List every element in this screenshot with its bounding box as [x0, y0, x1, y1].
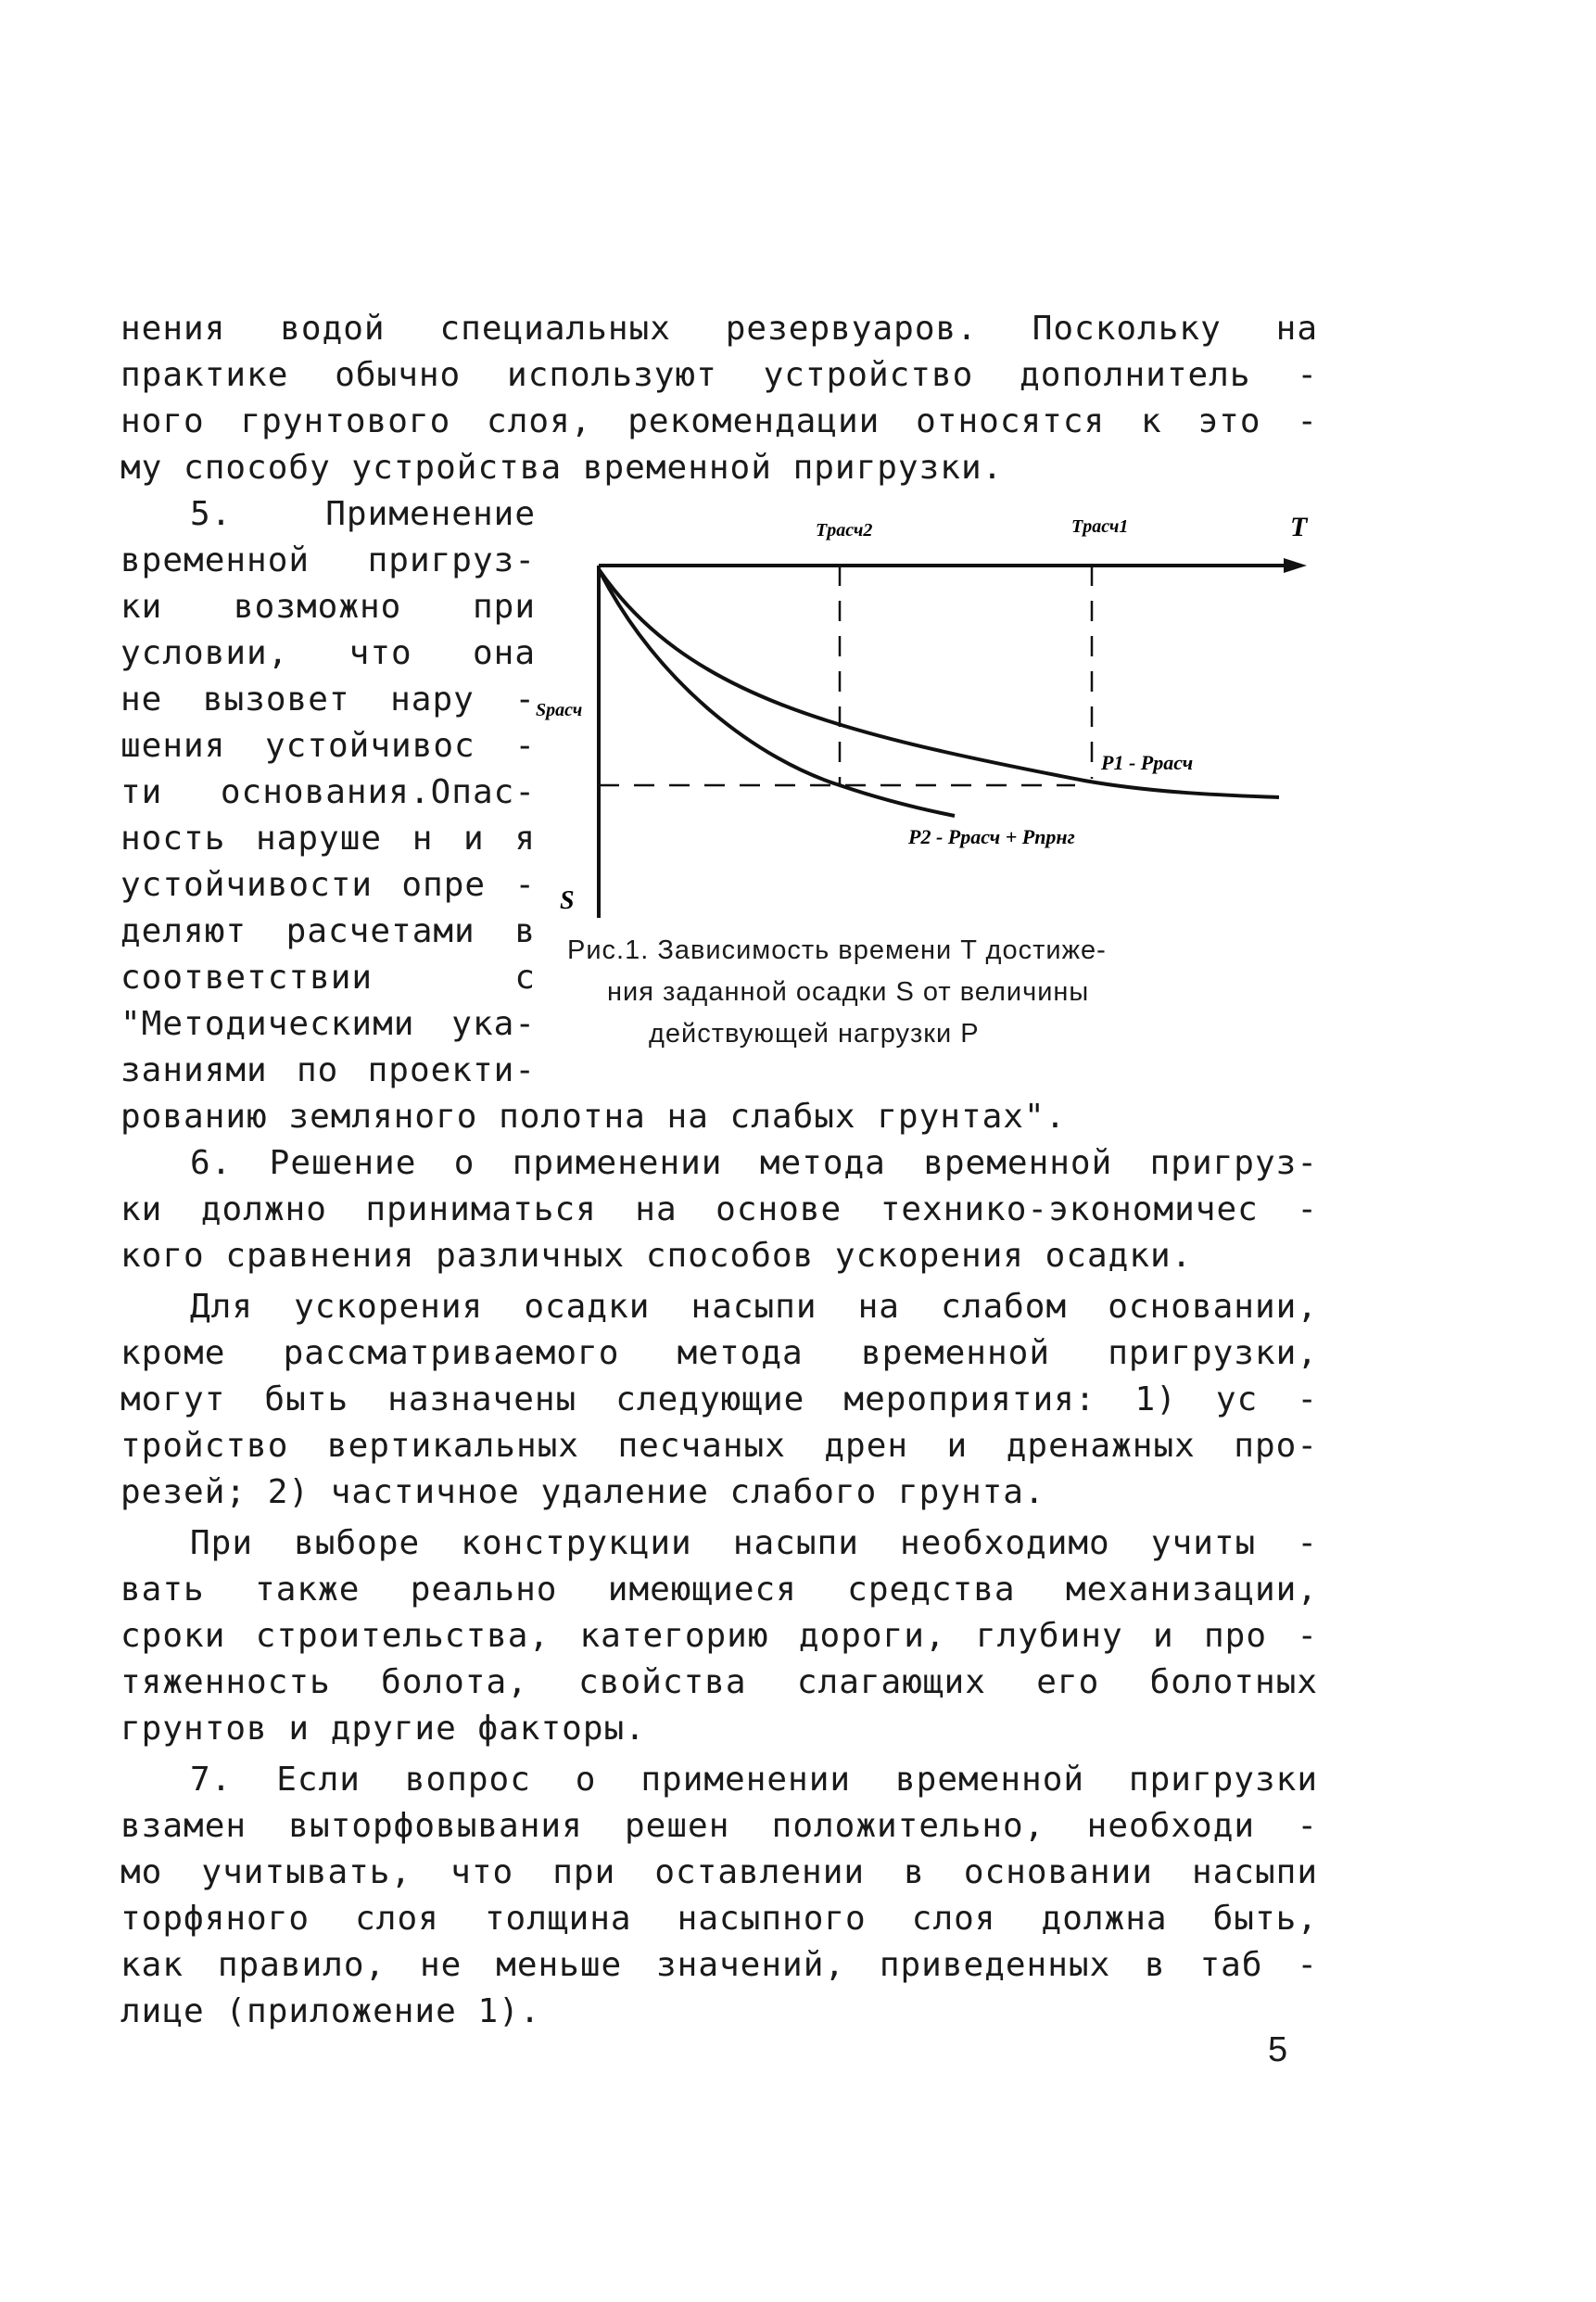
text-line: торфяного слоя толщина насыпного слоя должна быть, [120, 1900, 1318, 1938]
text-line: 7. Если вопрос о применении временной пригрузки [190, 1761, 1318, 1799]
label-s-rasch: Sрасч [536, 700, 583, 720]
text-line: кроме рассматриваемого метода временной пригрузки, [120, 1334, 1318, 1372]
text-line: Для ускорения осадки насыпи на слабом основании, [190, 1288, 1318, 1326]
text-line: сроки строительства, категорию дороги, глубину и про - [120, 1617, 1318, 1655]
text-line: как правило, не меньше значений, приведенных в таб - [120, 1946, 1318, 1984]
text-line: резей; 2) частичное удаление слабого грунта. [120, 1473, 1045, 1511]
text-line: практике обычно используют устройство дополнитель - [120, 356, 1318, 394]
text-line: не вызовет нару - [120, 680, 536, 719]
text-line: заниями по проекти- [120, 1051, 536, 1089]
text-line: му способу устройства временной пригрузки. [120, 449, 1004, 487]
text-line: ного грунтового слоя, рекомендации относятся к это - [120, 402, 1318, 440]
text-line: соответствии с [120, 959, 536, 997]
page-number: 5 [1268, 2030, 1288, 2069]
text-line: ность наруше н и я [120, 820, 536, 858]
curve-p2 [599, 569, 955, 816]
text-line: 6. Решение о применении метода временной пригруз- [190, 1144, 1318, 1182]
text-line: деляют расчетами в [120, 912, 536, 950]
text-line: ки возможно при [120, 588, 536, 626]
text-line: ти основания.Опас- [120, 773, 536, 811]
text-line: грунтов и другие факторы. [120, 1710, 646, 1748]
text-line: нения водой специальных резервуаров. Поскольку на [120, 310, 1318, 348]
figure-caption-line: ния заданной осадки S от величины [607, 977, 1090, 1007]
text-line: шения устойчивос - [120, 727, 536, 765]
label-p2: P2 - Pрасч + Pпрнг [908, 825, 1075, 848]
text-line: При выборе конструкции насыпи необходимо учиты - [190, 1524, 1318, 1562]
label-t-rasch2: Tрасч2 [816, 520, 873, 541]
text-line: тяженность болота, свойства слагающих его болотных [120, 1663, 1318, 1701]
text-line: устойчивости опре - [120, 866, 536, 904]
t-axis-arrow [1284, 558, 1307, 573]
text-line: ки должно приниматься на основе технико-экономичес - [120, 1190, 1318, 1228]
text-line: могут быть назначены следующие мероприятия: 1) ус - [120, 1380, 1318, 1418]
figure-caption-line: Рис.1. Зависимость времени T достиже- [567, 935, 1107, 965]
text-line: мо учитывать, что при оставлении в основании насыпи [120, 1853, 1318, 1891]
figure-caption-line: действующей нагрузки P [649, 1019, 980, 1049]
text-line: рованию земляного полотна на слабых грунтах". [120, 1098, 1067, 1136]
text-line: кого сравнения различных способов ускорения осадки. [120, 1237, 1193, 1275]
label-t: T [1290, 512, 1308, 542]
text-line: лице (приложение 1). [120, 1992, 541, 2030]
text-line: "Методическими ука- [120, 1005, 536, 1043]
settlement-time-diagram [519, 501, 1316, 946]
text-line: 5. Применение [190, 495, 536, 533]
text-line: условии, что она [120, 634, 536, 672]
text-line: взамен выторфовывания решен положительно, необходи - [120, 1807, 1318, 1845]
label-t-rasch1: Tрасч1 [1071, 516, 1129, 537]
text-line: тройство вертикальных песчаных дрен и дренажных про- [120, 1427, 1318, 1465]
text-line: временной пригруз- [120, 541, 536, 579]
text-line: вать также реально имеющиеся средства механизации, [120, 1571, 1318, 1609]
label-p1: P1 - Pрасч [1101, 751, 1194, 774]
label-s: S [560, 886, 575, 915]
